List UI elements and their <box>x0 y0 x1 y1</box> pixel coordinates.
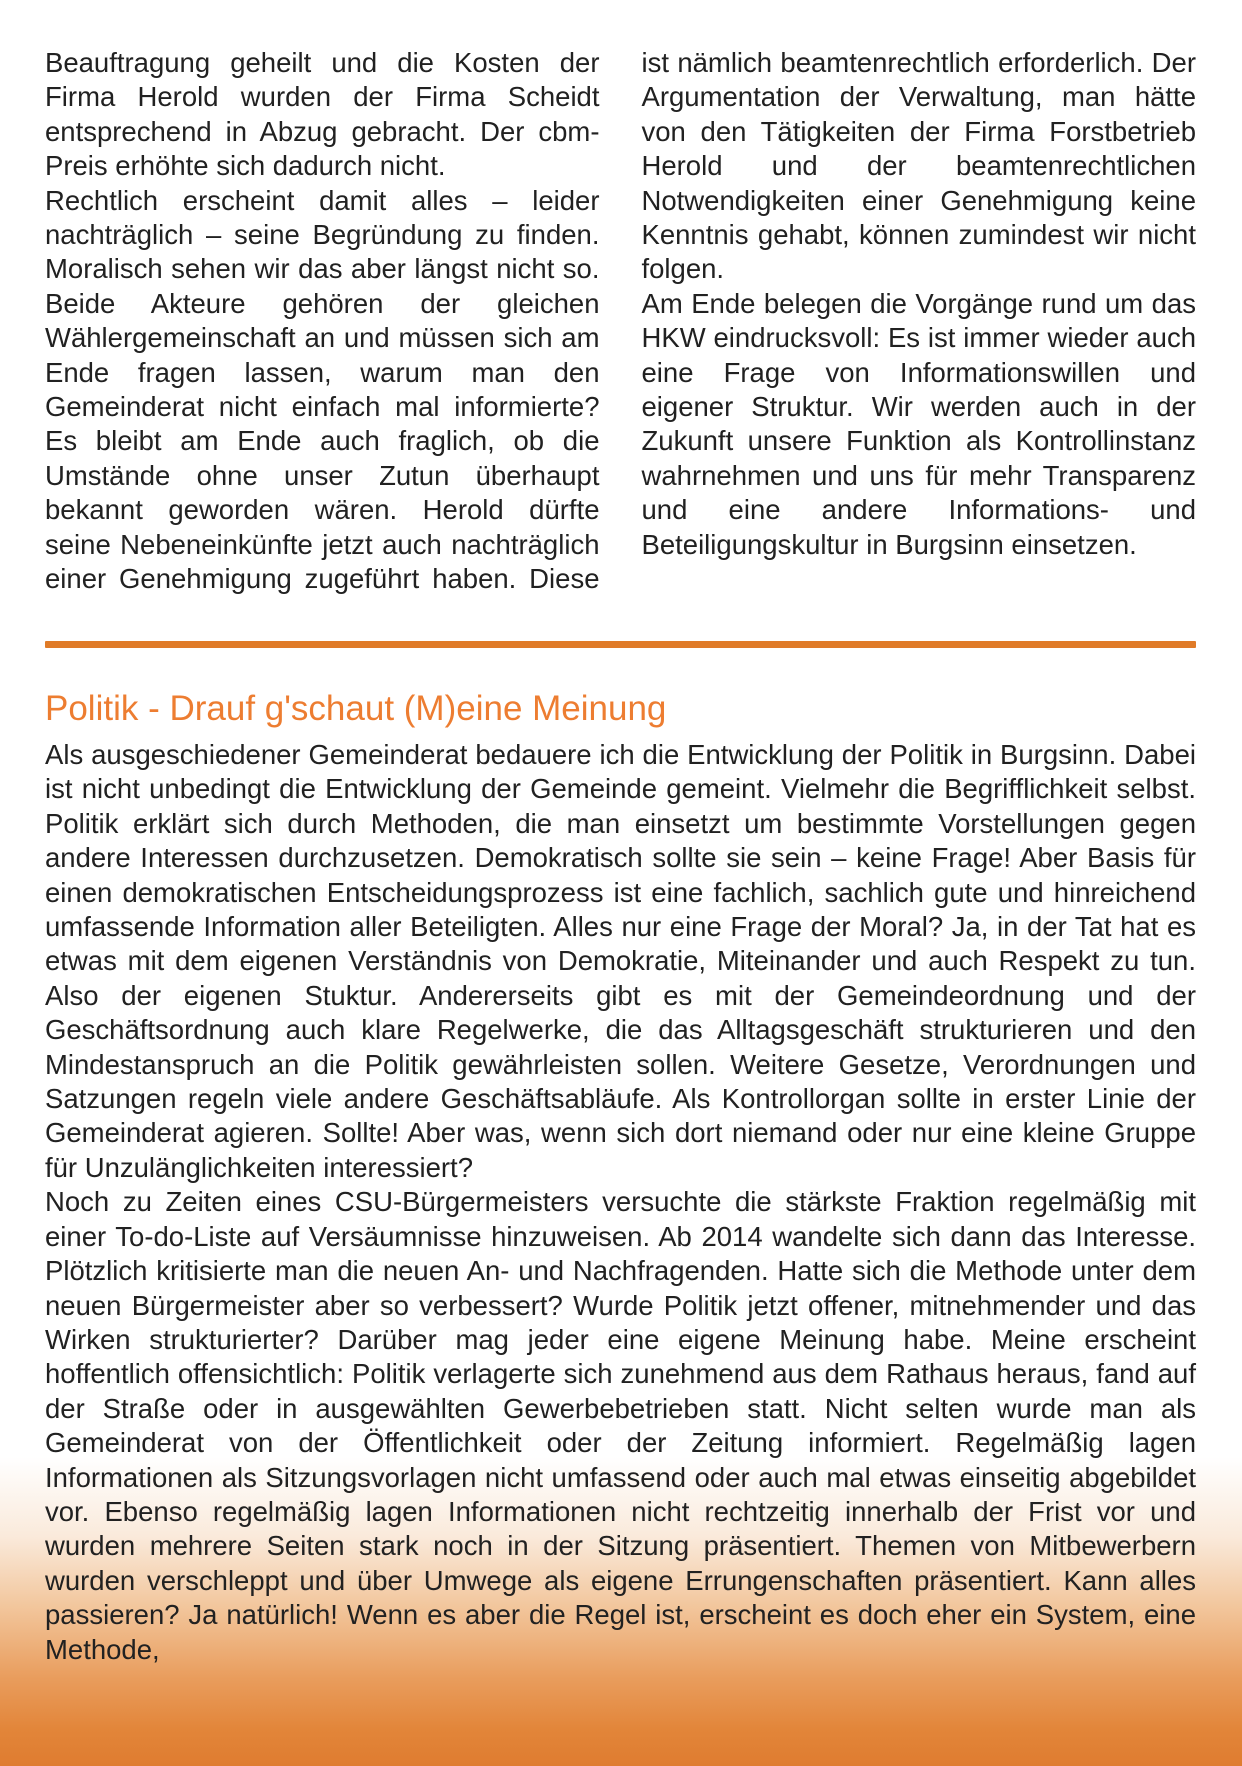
opinion-paragraph-2: Noch zu Zeiten eines CSU-Bürgermeisters versuchte die stärkste Fraktion regelmäßig mit einer To-do-Liste auf Versäumnisse hinzuweisen. Ab 2014 wandelte sich dann das Interesse. Plötzlich kritisierte man die neuen An- und Nachfragenden. Hatte sich die Methode unter dem neuen Bürgermeister aber so verbessert? Wurde Politik jetzt offener, mitnehmender und das Wirken strukturierter? Darüber mag jeder eine eigene Meinung habe. Meine erscheint hoffentlich offensichtlich: Politik verlagerte sich zunehmend aus dem Rathaus heraus, fand auf der Straße oder in ausgewählten Gewerbebetrieben statt. Nicht selten wurde man als Gemeinderat von der Öffentlichkeit oder der Zeitung informiert. Regelmäßig lagen Informationen als Sitzungsvorlagen nicht umfassend oder auch mal etwas einseitig abgebildet vor. Ebenso regelmäßig lagen Informationen nicht rechtzeitig innerhalb der Frist vor und wurden mehrere Seiten stark noch in der Sitzung präsentiert. Themen von Mitbewerbern wurden verschleppt und über Umwege als eigene Errungenschaften präsentiert. Kann alles passieren? Ja natürlich! Wenn es aber die Regel ist, erscheint es doch eher ein System, eine Methode, <box>45 1186 1196 1665</box>
section-divider <box>45 641 1196 648</box>
left-column <box>45 46 600 597</box>
section-heading: Politik - Drauf g'schaut (M)eine Meinung <box>45 688 667 728</box>
left-column-paragraph-2: Rechtlich erscheint damit alles – leider nachträglich – seine Begründung zu finden. Moralisch sehen wir das aber längst nicht so. Beide Akteure gehören der gleichen Wählergemeinschaft an und müssen sich am Ende fragen lassen, warum man den Gemeinderat nicht einfach mal informierte? Es bleibt am Ende auch fraglich, ob die Umstände ohne unser Zutun überhaupt bekannt geworden wären. Herold dürfte seine Nebeneinkünfte jetzt auch nachträglich einer Genehmigung zugeführt haben. Diese <box>45 184 600 595</box>
opinion-paragraph-1: Als ausgeschiedener Gemeinderat bedauere ich die Entwicklung der Politik in Burgsinn. Dabei ist nicht unbedingt die Entwicklung der Gemeinde gemeint. Vielmehr die Begrifflichkeit selbst. Politik erklärt sich durch Methoden, die man einsetzt um bestimmte Vorstellungen gegen andere Interessen durchzusetzen. Demokratisch sollte sie sein – keine Frage! Aber Basis für einen demokratischen Entscheidungsprozess ist eine fachlich, sachlich gute und hinreichend umfassende Information aller Beteiligten. Alles nur eine Frage der Moral? Ja, in der Tat hat es etwas mit dem eigenen Verständnis von Demokratie, Miteinander und auch Respekt zu tun. Also der eigenen Stuktur. Andererseits gibt es mit der Gemeindeordnung und der Geschäftsordnung auch klare Regelwerke, die das Alltagsgeschäft strukturieren und den Mindestanspruch an die Politik gewährleisten sollen. Weitere Gesetze, Verordnungen und Satzungen regeln viele andere Geschäftsabläufe. Als Kontrollorgan sollte in erster Linie der Gemeinderat agieren. Sollte! Aber was, wenn sich dort niemand oder nur eine kleine Gruppe für Unzulänglichkeiten interessiert? <box>45 739 1196 1183</box>
right-column-paragraph-1: ist nämlich beamtenrechtlich erforderlich. Der Argumentation der Verwaltung, man hätte von den Tätigkeiten der Firma Forstbetrieb Herold und der beamtenrechtlichen Notwendigkeiten einer Genehmigung keine Kenntnis gehabt, können zumindest wir nicht folgen. <box>641 47 1196 285</box>
left-column-paragraph-1: Beauftragung geheilt und die Kosten der Firma Herold wurden der Firma Scheidt entsprechend in Abzug gebracht. Der cbm-Preis erhöhte sich dadurch nicht. <box>45 47 600 182</box>
two-column-section <box>45 46 1196 597</box>
right-column <box>642 46 1197 597</box>
right-column-paragraph-2: Am Ende belegen die Vorgänge rund um das HKW eindrucksvoll: Es ist immer wieder auch eine Frage von Informationswillen und eigener Struktur. Wir werden auch in der Zukunft unsere Funktion als Kontrollinstanz wahrnehmen und uns für mehr Transparenz und eine andere Informations- und Beteiligungskultur in Burgsinn einsetzen. <box>641 287 1196 560</box>
